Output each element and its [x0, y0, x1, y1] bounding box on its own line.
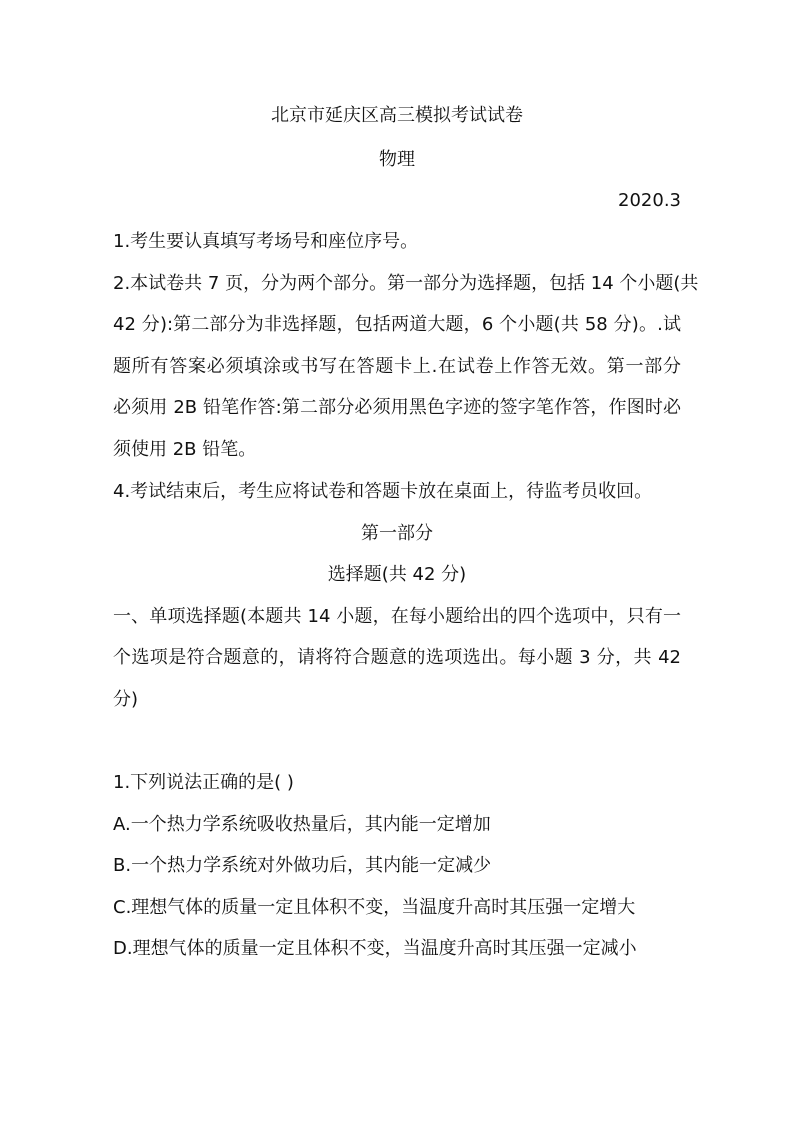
question-1-stem: 1.下列说法正确的是( )	[113, 772, 294, 793]
part-subheading: 选择题(共 42 分)	[327, 564, 467, 585]
section-intro-line-3: 分)	[113, 689, 139, 710]
part-heading: 第一部分	[361, 523, 433, 544]
instruction-2-line-3: 题所有答案必须填涂或书写在答题卡上.在试卷上作答无效。第一部分	[113, 356, 681, 377]
instruction-2-line-1: 2.本试卷共 7 页，分为两个部分。第一部分为选择题，包括 14 个小题(共	[113, 273, 699, 294]
section-intro-line-1: 一、单项选择题(本题共 14 小题，在每小题给出的四个选项中，只有一	[113, 606, 681, 627]
subject-label: 物理	[379, 149, 415, 170]
section-intro-line-2: 个选项是符合题意的，请将符合题意的选项选出。每小题 3 分，共 42	[113, 647, 681, 668]
question-1-option-a: A.一个热力学系统吸收热量后，其内能一定增加	[113, 814, 491, 835]
question-1-option-b: B.一个热力学系统对外做功后，其内能一定减少	[113, 855, 492, 876]
instruction-2-line-4: 必须用 2B 铅笔作答:第二部分必须用黑色字迹的签字笔作答，作图时必	[113, 397, 681, 418]
instruction-4: 4.考试结束后，考生应将试卷和答题卡放在桌面上，待监考员收回。	[113, 481, 653, 502]
instruction-2-line-2: 42 分):第二部分为非选择题，包括两道大题，6 个小题(共 58 分)。.试	[113, 314, 681, 335]
instruction-2-line-5: 须使用 2B 铅笔。	[113, 439, 257, 460]
instruction-1: 1.考生要认真填写考场号和座位序号。	[113, 231, 419, 252]
exam-date: 2020.3	[618, 190, 681, 211]
question-1-option-c: C.理想气体的质量一定且体积不变，当温度升高时其压强一定增大	[113, 897, 636, 918]
question-1-option-d: D.理想气体的质量一定且体积不变，当温度升高时其压强一定减小	[113, 938, 637, 959]
exam-title: 北京市延庆区高三模拟考试试卷	[271, 105, 523, 126]
